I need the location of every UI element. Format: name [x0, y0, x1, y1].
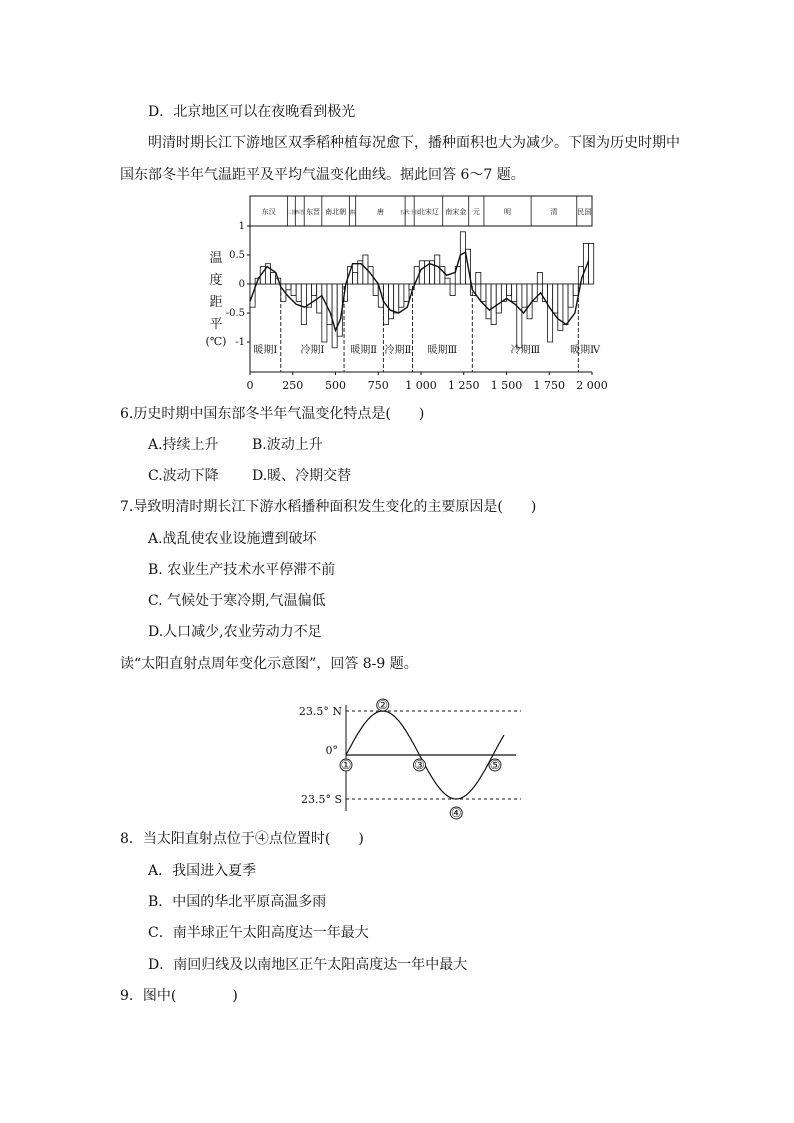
point-label: ①	[340, 758, 352, 772]
anomaly-bar	[563, 284, 568, 325]
q8-option-c[interactable]: C．南半球正午太阳高度达一年最大	[148, 925, 369, 941]
dynasty-label: 北宋辽	[417, 208, 439, 216]
anomaly-bar	[394, 284, 399, 313]
period-label: 冷期Ⅱ	[384, 345, 412, 356]
anomaly-bar	[353, 272, 358, 284]
anomaly-bar	[486, 284, 491, 319]
option-d-prev: D．北京地区可以在夜晚看到极光	[148, 104, 356, 120]
anomaly-bar	[312, 284, 317, 296]
anomaly-bar	[507, 284, 512, 296]
q8-option-b[interactable]: B．中国的华北平原高温多雨	[148, 894, 327, 910]
passage-line-1: 明清时期长江下游地区双季稻种植每况愈下，播种面积也大为减少。下图为历史时期中	[148, 135, 680, 151]
anomaly-bar	[435, 255, 440, 284]
anomaly-bar	[389, 284, 394, 319]
period-label: 冷期Ⅰ	[300, 345, 325, 356]
q7-option-c[interactable]: C. 气候处于寒冷期,气温偏低	[148, 593, 326, 609]
y-axis-label-char: 平	[209, 317, 223, 332]
anomaly-bar	[589, 243, 594, 284]
passage-line-2: 国东部冬半年气温距平及平均气温变化曲线。据此回答 6～7 题。	[120, 167, 525, 183]
dynasty-label: 南宋金	[445, 208, 467, 216]
anomaly-bar	[271, 272, 276, 284]
read-instruction: 读“太阳直射点周年变化示意图”，回答 8-9 题。	[120, 656, 418, 672]
anomaly-bar	[399, 284, 404, 307]
q7-option-a[interactable]: A.战乱使农业设施遭到破坏	[148, 531, 317, 547]
dynasty-label: 唐	[376, 208, 384, 216]
anomaly-bar	[558, 284, 563, 330]
dynasty-label: 隋	[350, 210, 356, 216]
anomaly-bar	[286, 284, 291, 290]
question-9: 9．图中( )	[120, 988, 238, 1004]
dynasty-label: 五代十国	[399, 210, 420, 216]
anomaly-bar	[373, 284, 378, 296]
x-tick-label: 1 500	[490, 379, 523, 392]
anomaly-bar	[491, 284, 496, 325]
anomaly-bar	[291, 284, 296, 296]
q8-option-a[interactable]: A．我国进入夏季	[148, 863, 257, 879]
period-label: 暖期Ⅱ	[350, 345, 378, 356]
anomaly-bar	[332, 284, 337, 348]
question-8: 8．当太阳直射点位于④点位置时( )	[120, 831, 364, 847]
x-tick-label: 1 750	[533, 379, 565, 392]
point-label: ⑤	[489, 758, 501, 772]
anomaly-bar	[553, 284, 558, 313]
anomaly-bar	[301, 284, 306, 325]
q7-option-b[interactable]: B. 农业生产技术水平停滞不前	[148, 562, 336, 578]
y-tick-label: 1	[238, 221, 245, 232]
anomaly-bar	[517, 284, 522, 348]
anomaly-bar	[450, 284, 455, 296]
temperature-anomaly-chart	[200, 192, 610, 397]
anomaly-bar	[548, 284, 553, 342]
q6-option-a[interactable]: A.持续上升	[148, 437, 219, 453]
x-tick-label: 500	[325, 379, 346, 392]
y-tick-label: 0.5	[229, 250, 245, 261]
q6-option-d[interactable]: D.暖、冷期交替	[252, 468, 352, 484]
y-axis-label-char: 度	[209, 273, 223, 288]
tick-label-23S: 23.5° S	[300, 793, 342, 806]
x-tick-label: 2 000	[576, 379, 608, 392]
anomaly-bar	[322, 284, 327, 342]
anomaly-bar	[481, 284, 486, 301]
anomaly-bar	[404, 284, 409, 301]
y-tick-label: -0.5	[225, 308, 245, 319]
q6-option-b[interactable]: B.波动上升	[252, 437, 323, 453]
anomaly-bar	[476, 272, 481, 284]
dynasty-label: 明	[504, 208, 512, 216]
solar-declination-chart	[276, 692, 526, 820]
point-label: ②	[377, 698, 389, 712]
x-tick-label: 0	[246, 379, 254, 392]
anomaly-bar	[568, 284, 573, 307]
tick-label-0: 0°	[325, 744, 338, 757]
dynasty-label: 东晋	[306, 208, 321, 216]
x-tick-label: 1 000	[405, 379, 437, 392]
anomaly-bar	[573, 284, 578, 296]
dynasty-label: 清	[550, 208, 558, 216]
q6-option-c[interactable]: C.波动下降	[148, 468, 219, 484]
question-6: 6.历史时期中国东部冬半年气温变化特点是( )	[120, 406, 425, 422]
dynasty-label: 民国	[577, 208, 592, 216]
period-label: 暖期Ⅰ	[253, 345, 278, 356]
anomaly-bar	[537, 272, 542, 284]
x-tick-label: 750	[367, 379, 389, 392]
anomaly-bar	[445, 278, 450, 284]
question-7: 7.导致明清时期长江下游水稻播种面积发生变化的主要原因是( )	[120, 499, 537, 515]
point-label: ④	[450, 806, 462, 820]
y-axis-label-char: 距	[209, 295, 223, 310]
dynasty-label: 南北朝	[325, 208, 347, 216]
anomaly-bar	[296, 284, 301, 301]
anomaly-bar	[496, 284, 501, 313]
period-label: 暖期Ⅳ	[570, 345, 601, 356]
anomaly-bar	[512, 284, 517, 301]
q8-option-d[interactable]: D．南回归线及以南地区正午太阳高度达一年中最大	[148, 957, 468, 973]
tick-label-23N: 23.5° N	[298, 705, 342, 718]
y-axis-label-unit: (℃)	[205, 335, 227, 348]
q7-option-d[interactable]: D.人口减少,农业劳动力不足	[148, 624, 322, 640]
x-tick-label: 250	[282, 379, 304, 392]
anomaly-bar	[522, 284, 527, 307]
period-label: 暖期Ⅲ	[427, 345, 458, 356]
anomaly-bar	[460, 232, 465, 284]
y-tick-label: -1	[235, 337, 245, 348]
dynasty-label: 三国	[286, 210, 297, 216]
period-label: 冷期Ⅲ	[510, 345, 541, 356]
y-tick-label: 0	[238, 279, 245, 290]
dynasty-label: 西晋	[294, 210, 305, 216]
y-axis-label-char: 温	[209, 251, 223, 266]
x-tick-label: 1 250	[448, 379, 480, 392]
dynasty-label: 东汉	[261, 208, 276, 216]
point-label: ③	[414, 758, 425, 772]
dynasty-label: 元	[472, 208, 480, 216]
